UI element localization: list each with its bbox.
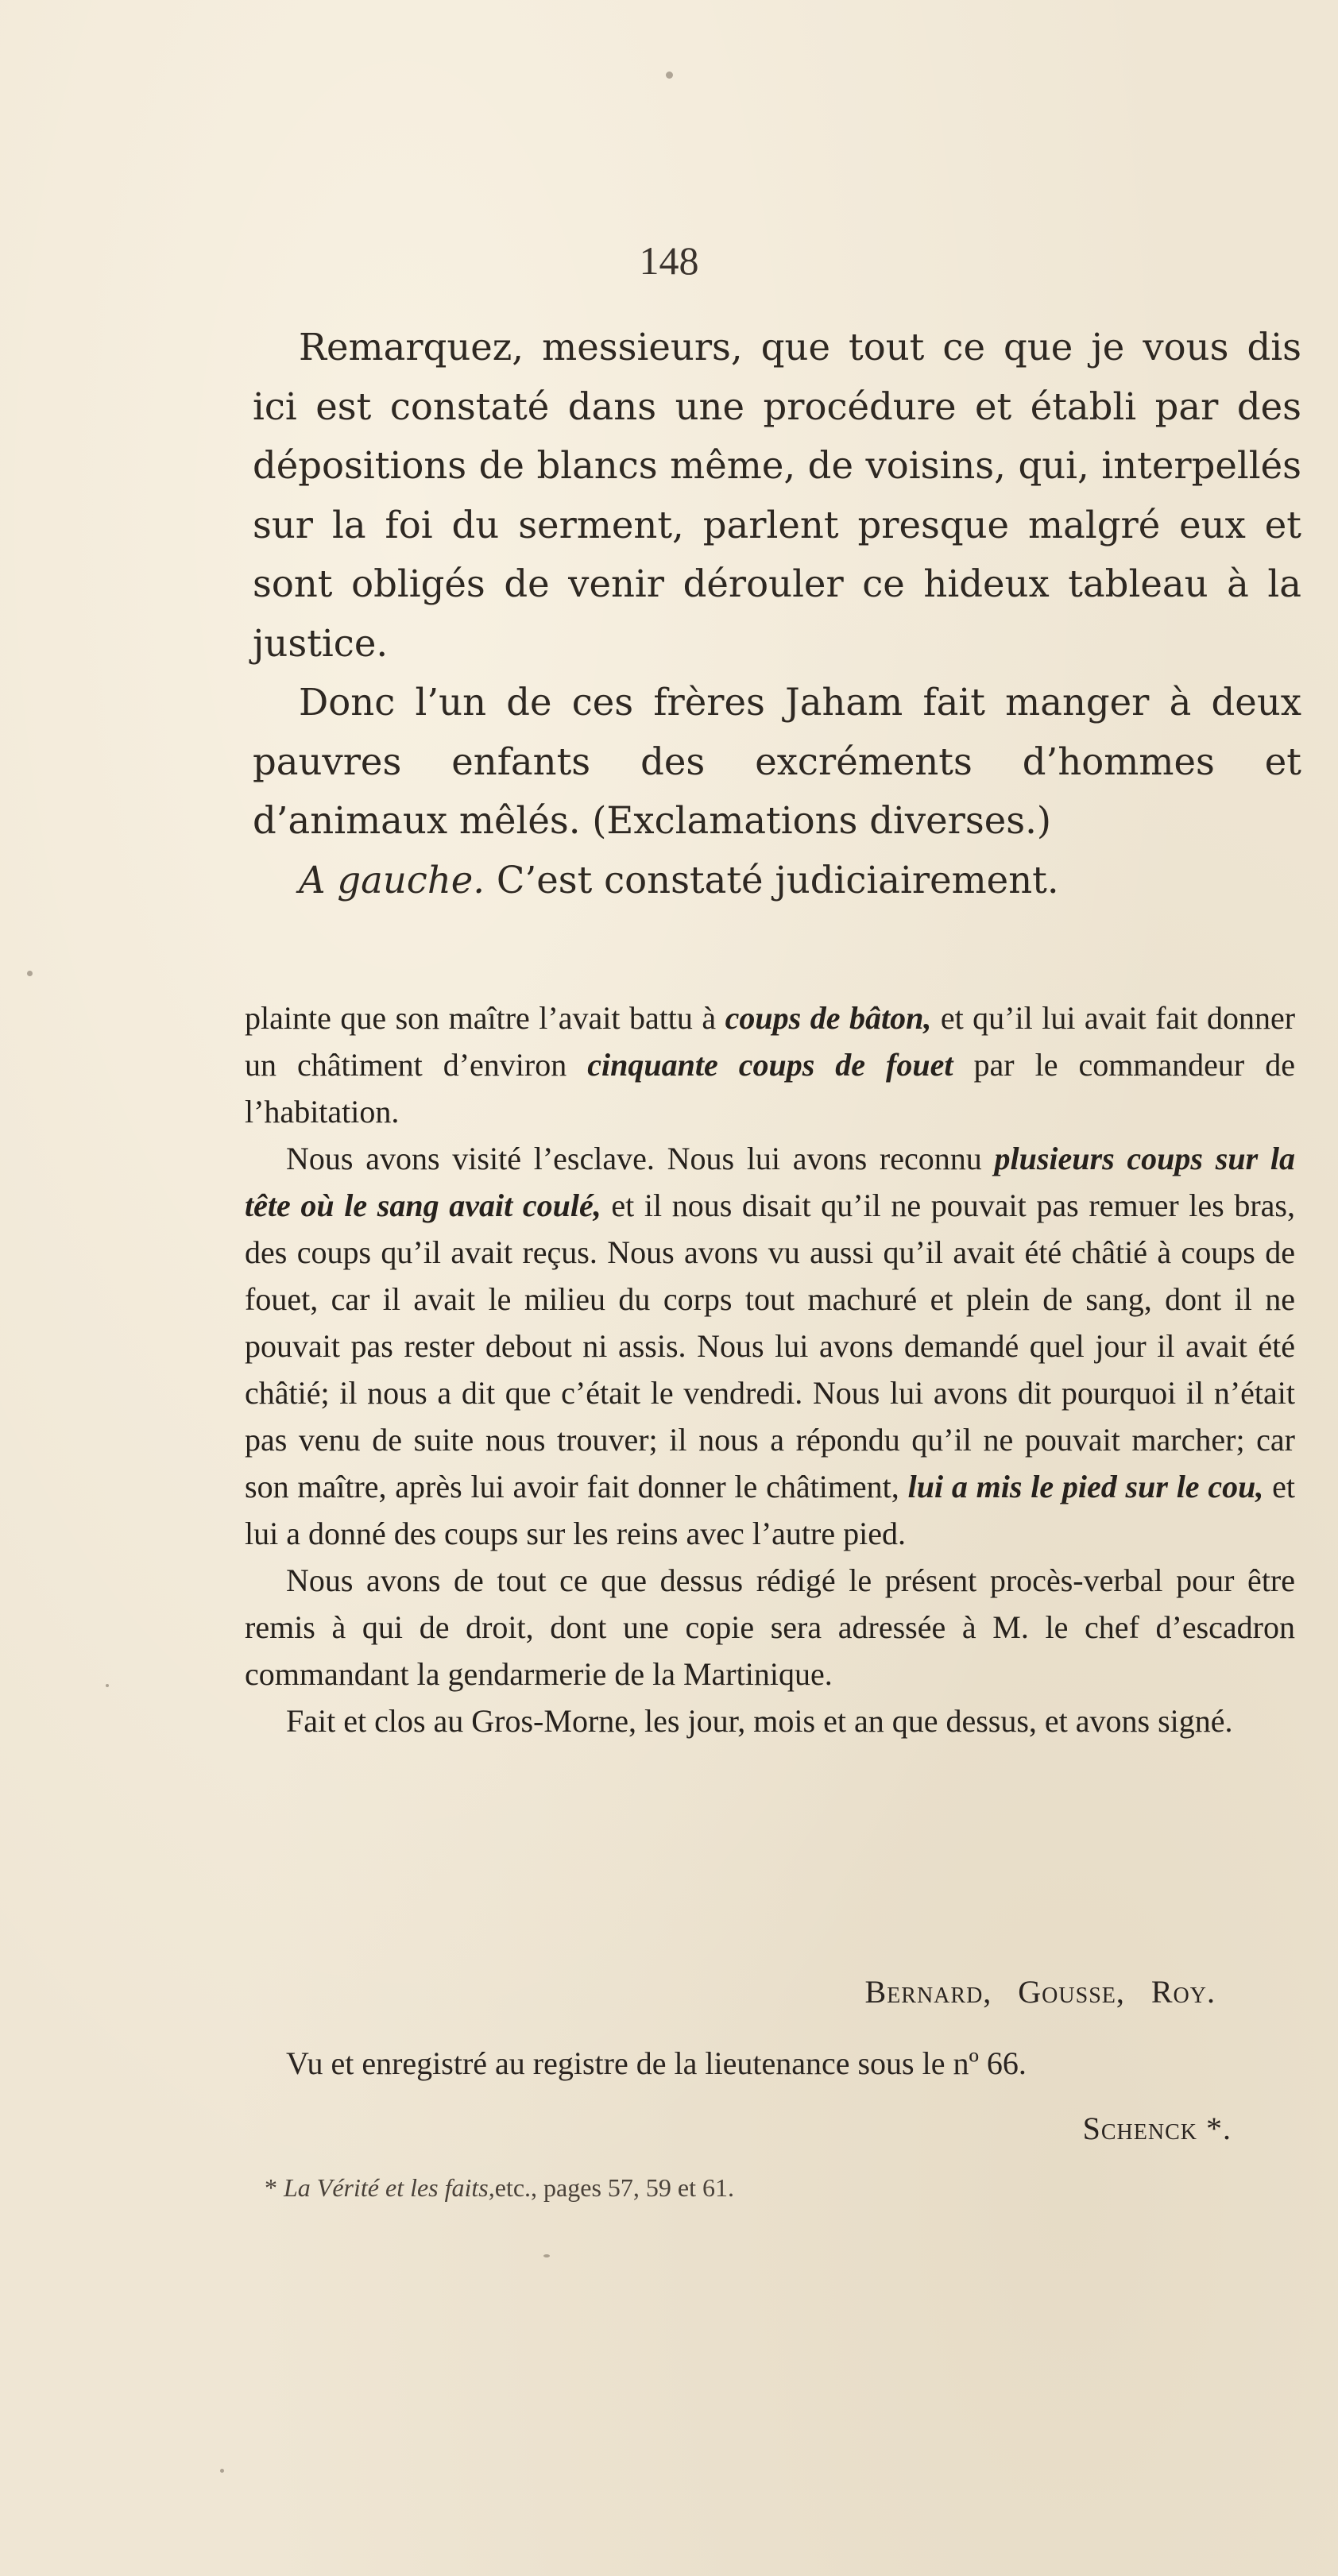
footnote-reference: etc., pages 57, 59 et 61. [494, 2173, 734, 2202]
quote-paragraph [245, 1135, 1295, 1557]
page-number: 148 [639, 238, 699, 283]
registrar-signature: Schenck *. [1082, 2111, 1232, 2146]
quote-text: plainte que son maître l’avait battu à [245, 1000, 717, 1036]
speech-paragraph: Donc l’un de ces frères Jaham fait manger à deux pauvres enfants des excréments d’hommes et d’animaux mêlés. (Exclamations diverses.) [253, 681, 1301, 842]
speaker-label: A gauche. [299, 858, 485, 902]
quote-text: et lui a donné des coups sur les reins avec l’autre pied. [245, 1469, 1296, 1551]
quote-emphasis: coups de bâton, [725, 1000, 932, 1036]
speech-interjection [253, 851, 1301, 910]
quote-emphasis: cinquante coups de fouet [587, 1047, 953, 1083]
quote-paragraph: Fait et clos au Gros-Morne, les jour, mois et an que dessus, et avons signé. [286, 1703, 1233, 1739]
paper-speck [666, 71, 673, 79]
footnote-title: La Vérité et les faits, [284, 2173, 495, 2202]
footnote [265, 2170, 1258, 2205]
paper-speck [543, 2254, 550, 2257]
quote-text: et qu’il lui avait fait donner un châtiment d’environ [245, 1000, 1296, 1083]
speech-text [253, 318, 1301, 910]
quote-emphasis: plusieurs coups sur la tête où le sang avait coulé, [245, 1141, 1296, 1223]
paper-speck [106, 1684, 109, 1687]
interjection-text: C’est constaté judiciairement. [496, 858, 1059, 902]
paper-speck [220, 2469, 224, 2473]
quote-paragraph [245, 994, 1295, 1135]
speech-paragraph: Remarquez, messieurs, que tout ce que je vous dis ici est constaté dans une procédure et établi par des dépositions de blancs même, de voisins, qui, interpellés sur la foi du serment, parlent presque malgré eux et sont obligés de venir dérouler ce hideux tableau à la justice. [253, 326, 1301, 665]
quote-text: et il nous disait qu’il ne pouvait pas remuer les bras, des coups qu’il avait reçus. Nous avons vu aussi qu’il avait été châtié à coups de fouet, car il avait le milieu du corps tout machuré et plein de sang, dont il ne pouvait pas rester debout ni assis. Nous lui avons demandé quel jour il avait été châtié; il nous a dit que c’était le vendredi. Nous lui avons dit pourquoi il n’était pas venu de suite nous trouver; il nous a répondu qu’il ne pouvait marcher; car son maître, après lui avoir fait donner le châtiment, [245, 1188, 1295, 1504]
quote-emphasis: lui a mis le pied sur le cou, [907, 1469, 1264, 1504]
quoted-report [245, 994, 1295, 1744]
registration-note: Vu et enregistré au registre de la lieutenance sous le nº 66. [286, 2045, 1027, 2081]
quote-text: Nous avons visité l’esclave. Nous lui avons reconnu [286, 1141, 982, 1176]
quote-paragraph: Nous avons de tout ce que dessus rédigé le présent procès-verbal pour être remis à qui de droit, dont une copie sera adressée à M. le chef d’escadron commandant la gendarmerie de la Martinique. [245, 1562, 1295, 1692]
quote-text: par le commandeur de l’habitation. [245, 1047, 1296, 1130]
footnote-marker: * [265, 2173, 277, 2202]
paper-speck [27, 971, 33, 976]
signatories: Bernard, Gousse, Roy. [864, 1974, 1216, 2010]
